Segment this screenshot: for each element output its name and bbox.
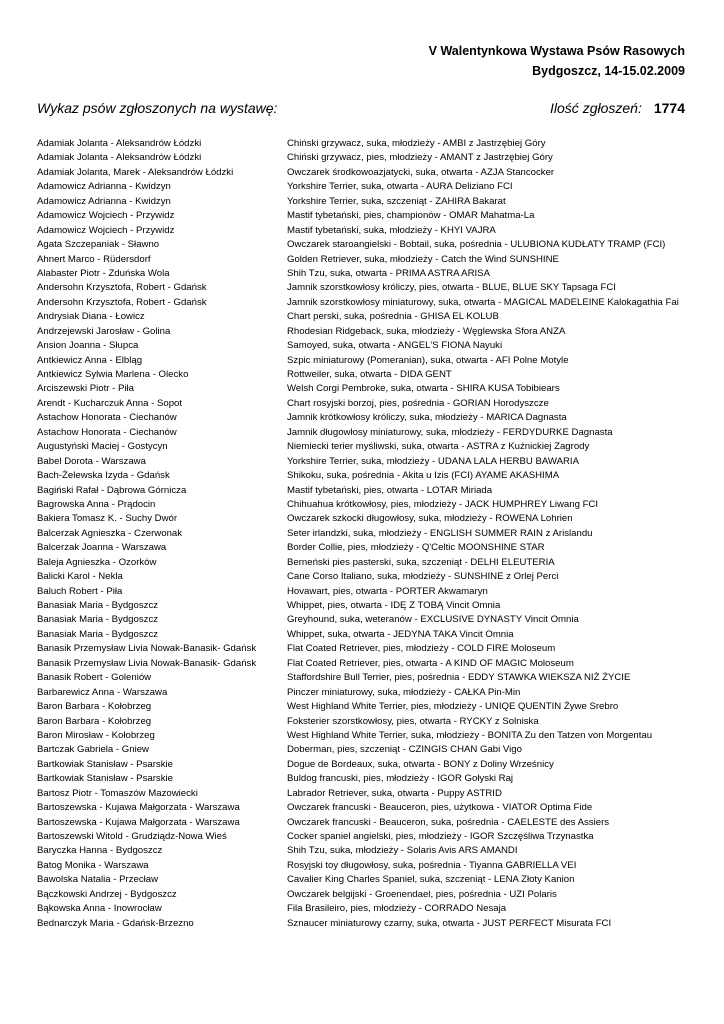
entry-row [37, 918, 697, 930]
entry-row [37, 485, 697, 497]
entry-row [37, 600, 697, 612]
entry-dog: Staffordshire Bull Terrier, pies, pośrednia - EDDY STAWKA WIEKSZA NIŻ ŻYCIE [287, 672, 631, 684]
entry-owner: Astachow Honorata - Ciechanów [37, 426, 177, 438]
entry-owner: Arendt - Kucharczuk Anna - Sopot [37, 397, 183, 409]
entry-row [37, 614, 697, 626]
entry-row [37, 355, 697, 367]
entry-dog: Doberman, pies, szczeniąt - CZINGIS CHAN Gabi Vigo [287, 744, 522, 756]
entry-owner: Banasik Robert - Goleniów [37, 672, 152, 684]
entry-owner: Adamiak Jolanta, Marek - Aleksandrów Łódzki [37, 166, 234, 178]
entry-dog: Chart rosyjski borzoj, pies, pośrednia - GORIAN Horodyszcze [287, 397, 549, 409]
entry-owner: Balcerzak Joanna - Warszawa [37, 542, 167, 554]
entry-owner: Adamiak Jolanta - Aleksandrów Łódzki [37, 152, 202, 164]
entry-owner: Banasik Przemysław Livia Nowak-Banasik- Gdańsk [37, 657, 257, 669]
entry-row [37, 687, 697, 699]
entry-owner: Bączkowski Andrzej - Bydgoszcz [37, 888, 177, 900]
entry-owner: Baron Barbara - Kołobrzeg [37, 701, 152, 713]
entry-owner: Adamowicz Adrianna - Kwidzyn [37, 181, 171, 193]
entry-dog: Yorkshire Terrier, suka, szczeniąt - ZAHIRA Bakarat [287, 195, 506, 207]
entry-list [37, 138, 697, 932]
entry-owner: Banasiak Maria - Bydgoszcz [37, 628, 159, 640]
entry-row [37, 499, 697, 511]
entry-row [37, 225, 697, 237]
entry-dog: West Highland White Terrier, pies, młodzieży - UNIQE QUENTIN Żywe Srebro [287, 701, 619, 713]
entry-dog: Dogue de Bordeaux, suka, otwarta - BONY z Doliny Wrześnicy [287, 758, 554, 770]
entry-row [37, 571, 697, 583]
entry-owner: Adamowicz Adrianna - Kwidzyn [37, 195, 171, 207]
entry-row [37, 788, 697, 800]
entry-row [37, 874, 697, 886]
entry-owner: Ahnert Marco - Rüdersdorf [37, 253, 151, 265]
entry-dog: Flat Coated Retriever, pies, młodzieży - COLD FIRE Moloseum [287, 643, 556, 655]
entry-dog: Border Collie, pies, młodzieży - Q'Celtic MOONSHINE STAR [287, 542, 545, 554]
entry-dog: Owczarek środkowoazjatycki, suka, otwarta - AZJA Stancocker [287, 166, 555, 178]
list-subtitle: Wykaz psów zgłoszonych na wystawę: [37, 100, 278, 116]
entry-dog: Chiński grzywacz, suka, młodzieży - AMBI z Jastrzębiej Góry [287, 138, 546, 149]
entry-owner: Astachow Honorata - Ciechanów [37, 412, 177, 424]
entry-row [37, 744, 697, 756]
entry-row [37, 152, 697, 164]
entry-owner: Adamowicz Wojciech - Przywidz [37, 224, 175, 236]
entry-row [37, 542, 697, 554]
entry-row [37, 716, 697, 728]
entry-owner: Antkiewicz Anna - Elbląg [37, 354, 143, 366]
entry-row [37, 528, 697, 540]
entry-dog: Owczarek belgijski - Groenendael, pies, pośrednia - UZI Polaris [287, 888, 557, 900]
entry-row [37, 340, 697, 352]
entry-dog: Yorkshire Terrier, suka, młodzieży - UDANA LALA HERBU BAWARIA [287, 455, 579, 467]
entry-owner: Alabaster Piotr - Zduńska Wola [37, 267, 170, 279]
entry-dog: Yorkshire Terrier, suka, otwarta - AURA Deliziano FCI [287, 181, 513, 193]
entry-row [37, 326, 697, 338]
entry-row [37, 557, 697, 569]
entry-row [37, 643, 697, 655]
entry-row [37, 658, 697, 670]
entry-owner: Bednarczyk Maria - Gdańsk-Brzezno [37, 917, 194, 929]
entry-row [37, 889, 697, 901]
entry-row [37, 629, 697, 641]
entry-row [37, 817, 697, 829]
entry-dog: Chiński grzywacz, pies, młodzieży - AMANT z Jastrzębiej Góry [287, 152, 553, 164]
entry-row [37, 513, 697, 525]
entry-dog: Owczarek szkocki długowłosy, suka, młodzieży - ROWENA Lohrien [287, 513, 573, 525]
entry-dog: Welsh Corgi Pembroke, suka, otwarta - SHIRA KUSA Tobibiears [287, 383, 560, 395]
entry-dog: Buldog francuski, pies, młodzieży - IGOR Gołyski Raj [287, 773, 514, 785]
entry-owner: Banasiak Maria - Bydgoszcz [37, 614, 159, 626]
entry-owner: Baron Barbara - Kołobrzeg [37, 715, 152, 727]
entry-row [37, 210, 697, 222]
entry-row [37, 831, 697, 843]
entry-row [37, 845, 697, 857]
entry-owner: Baron Mirosław - Kołobrzeg [37, 729, 155, 741]
entry-dog: Labrador Retriever, suka, otwarta - Puppy ASTRID [287, 787, 502, 799]
entry-row [37, 903, 697, 915]
entry-dog: Szpic miniaturowy (Pomeranian), suka, otwarta - AFI Polne Motyle [287, 354, 569, 366]
entry-row [37, 773, 697, 785]
entry-dog: Berneński pies pasterski, suka, szczeniąt - DELHI ELEUTERIA [287, 556, 555, 568]
entry-owner: Agata Szczepaniak - Sławno [37, 239, 160, 251]
entry-owner: Bartkowiak Stanisław - Psarskie [37, 773, 173, 785]
entry-dog: Mastif tybetański, suka, młodzieży - KHYI VAJRA [287, 224, 496, 236]
entry-dog: Rhodesian Ridgeback, suka, młodzieży - Węglewska Sfora ANZA [287, 325, 566, 337]
entry-row [37, 456, 697, 468]
entry-owner: Bartoszewska - Kujawa Małgorzata - Warszawa [37, 802, 240, 814]
entry-owner: Bartkowiak Stanisław - Psarskie [37, 758, 173, 770]
entry-owner: Batog Monika - Warszawa [37, 859, 149, 871]
entry-dog: Mastif tybetański, pies, championów - OMAR Mahatma-La [287, 210, 535, 222]
entry-dog: West Highland White Terrier, suka, młodzieży - BONITA Zu den Tatzen von Morgentau [287, 729, 653, 741]
entry-count-value: 1774 [653, 100, 685, 116]
entry-owner: Bach-Żelewska Izyda - Gdańsk [37, 470, 170, 482]
entry-owner: Andersohn Krzysztofa, Robert - Gdańsk [37, 282, 207, 294]
entry-dog: Golden Retriever, suka, młodzieży - Catch the Wind SUNSHINE [287, 253, 559, 265]
entry-dog: Rottweiler, suka, otwarta - DIDA GENT [287, 369, 452, 380]
entry-dog: Shih Tzu, suka, młodzieży - Solaris Avis ARS AMANDI [287, 845, 518, 857]
entry-dog: Jamnik szorstkowłosy króliczy, pies, otwarta - BLUE, BLUE SKY Tapsaga FCI [287, 282, 616, 294]
entry-row [37, 586, 697, 598]
entry-row [37, 268, 697, 280]
entry-row [37, 254, 697, 266]
entry-owner: Bartoszewska - Kujawa Małgorzata - Warszawa [37, 816, 240, 828]
show-title: V Walentynkowa Wystawa Psów Rasowych [428, 44, 685, 58]
entry-row [37, 138, 697, 150]
entry-owner: Arciszewski Piotr - Piła [37, 383, 135, 395]
entry-row [37, 297, 697, 309]
entry-dog: Sznaucer miniaturowy czarny, suka, otwarta - JUST PERFECT Misurata FCI [287, 917, 612, 929]
entry-dog: Cocker spaniel angielski, pies, młodzieży - IGOR Szczęśliwa Trzynastka [287, 831, 594, 842]
entry-dog: Owczarek francuski - Beauceron, suka, pośrednia - CAELESTE des Assiers [287, 816, 610, 828]
entry-row [37, 239, 697, 251]
entry-dog: Jamnik krótkowłosy króliczy, suka, młodzieży - MARICA Dagnasta [287, 412, 567, 424]
entry-row [37, 282, 697, 294]
entry-row [37, 427, 697, 439]
entry-count-label: Ilość zgłoszeń: [550, 100, 642, 116]
entry-count [550, 100, 685, 116]
entry-row [37, 701, 697, 713]
entry-owner: Baluch Robert - Piła [37, 585, 123, 597]
entry-dog: Shikoku, suka, pośrednia - Akita u Izis (FCI) AYAME AKASHIMA [287, 470, 560, 482]
entry-row [37, 860, 697, 872]
entry-row [37, 311, 697, 323]
entry-row [37, 802, 697, 814]
entry-dog: Mastif tybetański, pies, otwarta - LOTAR Miriada [287, 484, 493, 496]
entry-dog: Pinczer miniaturowy, suka, młodzieży - CAŁKA Pin-Min [287, 686, 521, 698]
entry-owner: Baleja Agnieszka - Ozorków [37, 556, 157, 568]
entry-row [37, 759, 697, 771]
entry-owner: Bawolska Natalia - Przecław [37, 874, 159, 886]
entry-owner: Bąkowska Anna - Inowrocław [37, 903, 162, 915]
entry-owner: Banasik Przemysław Livia Nowak-Banasik- Gdańsk [37, 643, 257, 655]
entry-owner: Barbarewicz Anna - Warszawa [37, 686, 168, 698]
entry-dog: Greyhound, suka, weteranów - EXCLUSIVE DYNASTY Vincit Omnia [287, 614, 579, 626]
entry-owner: Bagiński Rafał - Dąbrowa Górnicza [37, 484, 187, 496]
entry-dog: Seter irlandzki, suka, młodzieży - ENGLISH SUMMER RAIN z Arislandu [287, 527, 593, 539]
entry-row [37, 167, 697, 179]
entry-dog: Rosyjski toy długowłosy, suka, pośrednia - Tiyanna GABRIELLA VEI [287, 859, 577, 871]
entry-dog: Jamnik szorstkowłosy miniaturowy, suka, otwarta - MAGICAL MADELEINE Kalokagathia Fai [287, 296, 679, 308]
entry-dog: Owczarek staroangielski - Bobtail, suka, pośrednia - ULUBIONA KUDŁATY TRAMP (FCI) [287, 239, 666, 251]
entry-row [37, 196, 697, 208]
entry-owner: Andrysiak Diana - Łowicz [37, 311, 145, 323]
entry-row [37, 383, 697, 395]
entry-owner: Bartosz Piotr - Tomaszów Mazowiecki [37, 787, 198, 799]
entry-dog: Owczarek francuski - Beauceron, pies, użytkowa - VIATOR Optima Fide [287, 802, 593, 814]
entry-owner: Baryczka Hanna - Bydgoszcz [37, 845, 163, 857]
entry-owner: Adamowicz Wojciech - Przywidz [37, 210, 175, 222]
entry-row [37, 672, 697, 684]
entry-dog: Cavalier King Charles Spaniel, suka, szczeniąt - LENA Złoty Kanion [287, 874, 575, 886]
entry-dog: Chart perski, suka, pośrednia - GHISA EL KOLUB [287, 311, 499, 323]
entry-row [37, 181, 697, 193]
entry-owner: Augustyński Maciej - Gostycyn [37, 441, 168, 453]
entry-row [37, 470, 697, 482]
entry-dog: Fila Brasileiro, pies, młodzieży - CORRADO Nesaja [287, 903, 507, 915]
entry-dog: Shih Tzu, suka, otwarta - PRIMA ASTRA ARISA [287, 267, 490, 279]
entry-owner: Balcerzak Agnieszka - Czerwonak [37, 527, 183, 539]
entry-owner: Balicki Karol - Nekla [37, 571, 123, 583]
entry-dog: Whippet, suka, otwarta - JEDYNA TAKA Vincit Omnia [287, 628, 514, 640]
entry-dog: Flat Coated Retriever, pies, otwarta - A KIND OF MAGIC Moloseum [287, 657, 574, 669]
entry-row [37, 441, 697, 453]
entry-dog: Whippet, pies, otwarta - IDĘ Z TOBĄ Vincit Omnia [287, 600, 501, 611]
entry-owner: Bartczak Gabriela - Gniew [37, 744, 149, 756]
entry-row [37, 412, 697, 424]
entry-dog: Cane Corso Italiano, suka, młodzieży - SUNSHINE z Orlej Perci [287, 571, 559, 583]
entry-owner: Bartoszewski Witold - Grudziądz-Nowa Wieś [37, 831, 227, 842]
entry-row [37, 369, 697, 381]
entry-owner: Babel Dorota - Warszawa [37, 455, 146, 467]
entry-dog: Samoyed, suka, otwarta - ANGEL'S FIONA Nayuki [287, 340, 503, 352]
entry-owner: Bakiera Tomasz K. - Suchy Dwór [37, 513, 178, 525]
entry-owner: Adamiak Jolanta - Aleksandrów Łódzki [37, 138, 202, 149]
entry-dog: Niemiecki terier myśliwski, suka, otwarta - ASTRA z Kuźnickiej Zagrody [287, 441, 590, 453]
entry-owner: Banasiak Maria - Bydgoszcz [37, 600, 159, 611]
show-place-date: Bydgoszcz, 14-15.02.2009 [532, 64, 685, 78]
entry-dog: Jamnik długowłosy miniaturowy, suka, młodzieży - FERDYDURKE Dagnasta [287, 426, 613, 438]
entry-row [37, 398, 697, 410]
entry-dog: Chihuahua krótkowłosy, pies, młodzieży - JACK HUMPHREY Liwang FCI [287, 498, 599, 510]
entry-owner: Ansion Joanna - Słupca [37, 340, 139, 352]
entry-row [37, 730, 697, 742]
entry-dog: Foksterier szorstkowłosy, pies, otwarta - RYCKY z Solniska [287, 715, 539, 727]
entry-dog: Hovawart, pies, otwarta - PORTER Akwamaryn [287, 585, 488, 597]
entry-owner: Antkiewicz Sylwia Marlena - Olecko [37, 369, 189, 380]
entry-owner: Bagrowska Anna - Prądocin [37, 498, 156, 510]
entry-owner: Andersohn Krzysztofa, Robert - Gdańsk [37, 296, 207, 308]
entry-owner: Andrzejewski Jarosław - Golina [37, 325, 171, 337]
